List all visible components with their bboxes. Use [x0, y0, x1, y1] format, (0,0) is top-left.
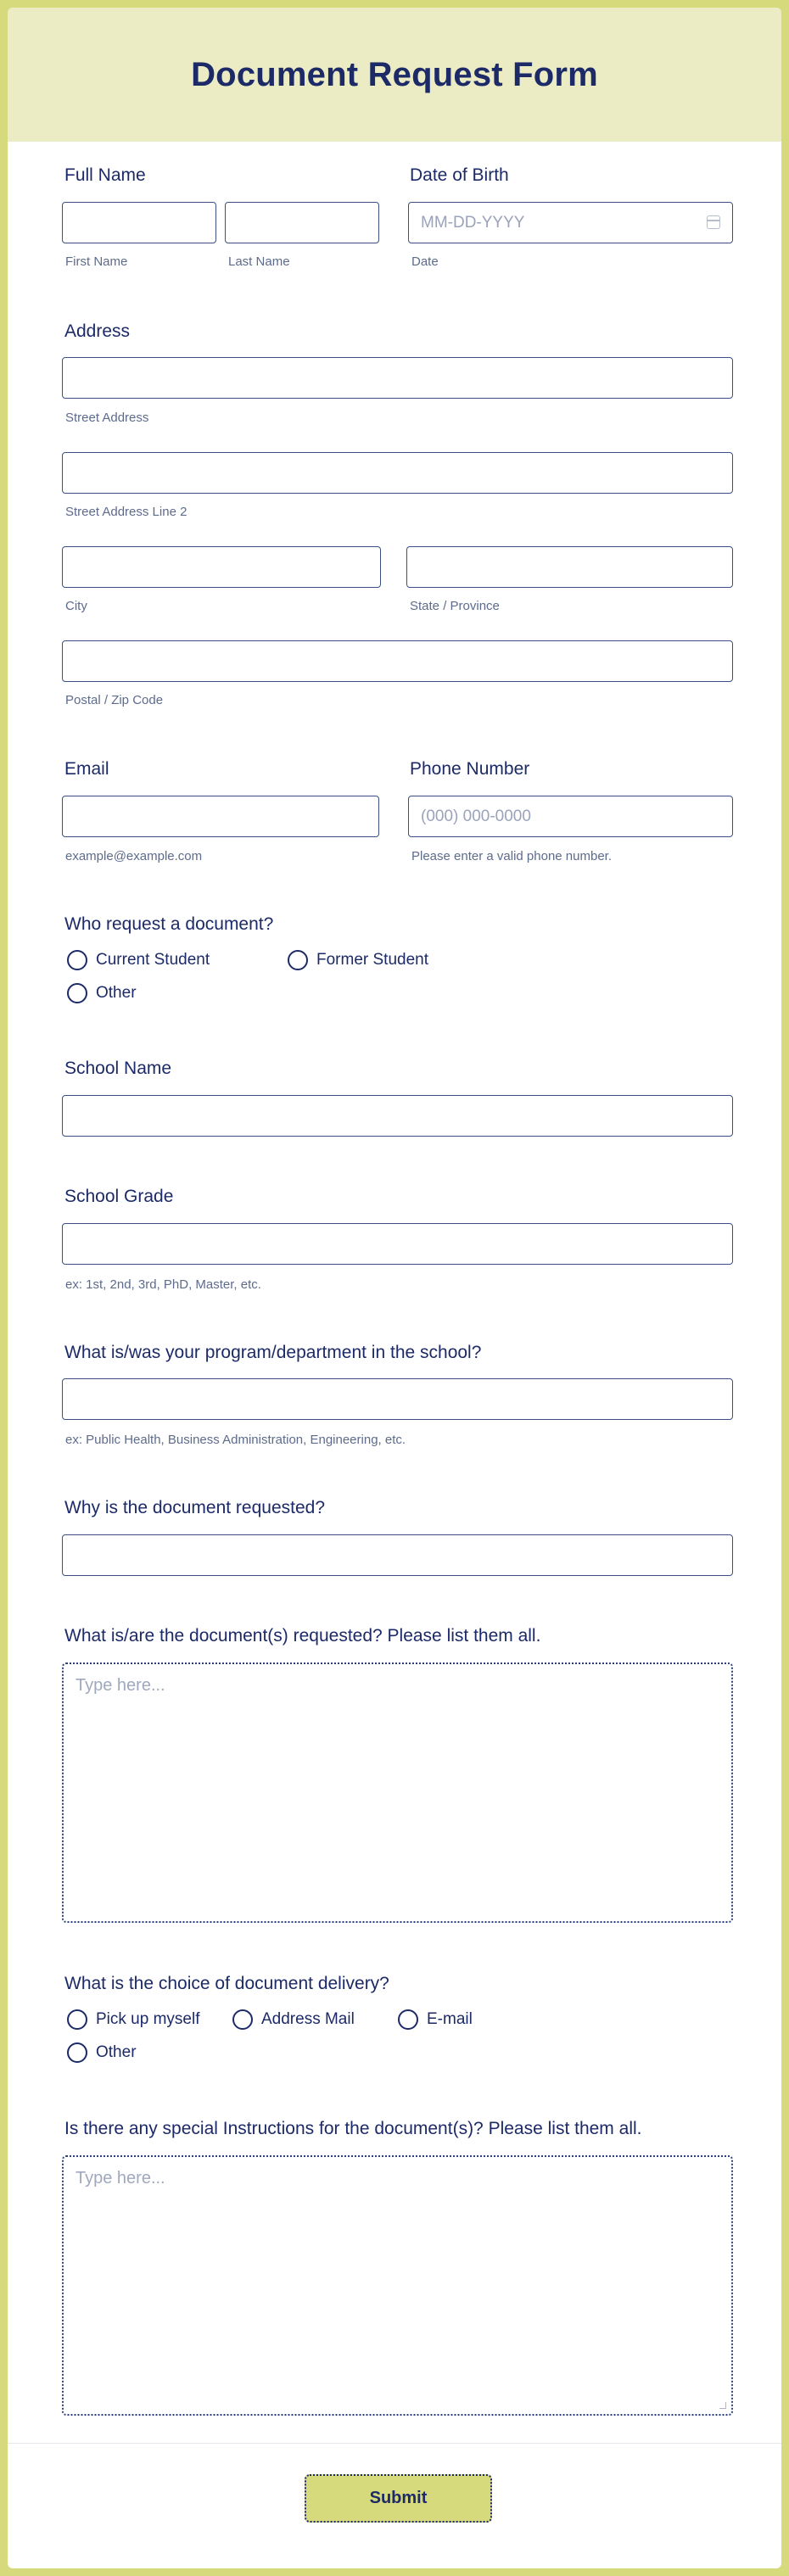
program-sublabel: ex: Public Health, Business Administration, Engineering, etc. [65, 1433, 406, 1447]
radio-current-student[interactable] [67, 950, 210, 970]
school-grade-label: School Grade [64, 1187, 174, 1206]
instructions-label: Is there any special Instructions for the document(s)? Please list them all. [64, 2119, 642, 2138]
footer-divider [8, 2443, 781, 2444]
radio-circle-icon[interactable] [67, 983, 87, 1003]
why-label: Why is the document requested? [64, 1498, 326, 1517]
first-name-input[interactable] [62, 202, 216, 243]
last-name-sublabel: Last Name [228, 254, 290, 269]
street-address-sublabel: Street Address [65, 411, 149, 425]
zip-sublabel: Postal / Zip Code [65, 693, 164, 707]
zip-input[interactable] [62, 640, 733, 682]
email-sublabel: example@example.com [65, 849, 203, 863]
page-title: Document Request Form [191, 55, 598, 93]
street-address-2-sublabel: Street Address Line 2 [65, 505, 187, 519]
radio-option-label: Address Mail [261, 2010, 355, 2028]
radio-circle-icon[interactable] [67, 2009, 87, 2030]
radio-circle-icon[interactable] [232, 2009, 253, 2030]
dob-placeholder: MM-DD-YYYY [421, 213, 525, 232]
documents-label: What is/are the document(s) requested? Please list them all. [64, 1626, 541, 1646]
state-sublabel: State / Province [410, 599, 500, 613]
program-label: What is/was your program/department in the school? [64, 1343, 482, 1362]
radio-requester-other[interactable] [67, 983, 137, 1003]
phone-input[interactable] [408, 796, 733, 837]
email-label: Email [64, 759, 109, 779]
school-name-input[interactable] [62, 1095, 733, 1137]
calendar-icon[interactable] [707, 215, 720, 229]
radio-pick-up[interactable] [67, 2009, 199, 2030]
radio-option-label: Other [96, 2043, 137, 2061]
radio-address-mail[interactable] [232, 2009, 355, 2030]
radio-circle-icon[interactable] [67, 2042, 87, 2063]
form-header [8, 8, 781, 142]
dob-input[interactable] [408, 202, 733, 243]
why-input[interactable] [62, 1534, 733, 1576]
radio-circle-icon[interactable] [398, 2009, 418, 2030]
phone-label: Phone Number [410, 759, 530, 779]
street-address-input[interactable] [62, 357, 733, 399]
requester-label: Who request a document? [64, 914, 274, 934]
first-name-sublabel: First Name [65, 254, 128, 269]
address-label: Address [64, 321, 131, 341]
email-input[interactable] [62, 796, 379, 837]
phone-sublabel: Please enter a valid phone number. [411, 849, 612, 863]
full-name-label: Full Name [64, 165, 146, 185]
resize-handle-icon[interactable] [719, 2402, 726, 2409]
state-input[interactable] [406, 546, 733, 588]
radio-circle-icon[interactable] [288, 950, 308, 970]
city-input[interactable] [62, 546, 381, 588]
city-sublabel: City [65, 599, 87, 613]
radio-circle-icon[interactable] [67, 950, 87, 970]
school-grade-input[interactable] [62, 1223, 733, 1265]
form-card [8, 8, 781, 2568]
program-input[interactable] [62, 1378, 733, 1420]
street-address-2-input[interactable] [62, 452, 733, 494]
school-grade-sublabel: ex: 1st, 2nd, 3rd, PhD, Master, etc. [65, 1277, 261, 1292]
school-name-label: School Name [64, 1059, 172, 1078]
radio-former-student[interactable] [288, 950, 428, 970]
submit-button[interactable]: Submit [305, 2474, 492, 2523]
instructions-textarea[interactable] [62, 2155, 733, 2416]
radio-email[interactable] [398, 2009, 473, 2030]
radio-delivery-other[interactable] [67, 2042, 137, 2063]
documents-textarea[interactable] [62, 1662, 733, 1923]
documents-placeholder: Type here... [76, 1676, 165, 1695]
dob-sublabel: Date [411, 254, 439, 269]
delivery-label: What is the choice of document delivery? [64, 1974, 389, 1993]
radio-option-label: Other [96, 984, 137, 1002]
instructions-placeholder: Type here... [76, 2169, 165, 2188]
radio-option-label: E-mail [427, 2010, 473, 2028]
phone-placeholder: (000) 000-0000 [421, 807, 531, 825]
radio-option-label: Pick up myself [96, 2010, 200, 2028]
radio-option-label: Current Student [96, 951, 210, 969]
radio-option-label: Former Student [316, 951, 428, 969]
last-name-input[interactable] [225, 202, 379, 243]
dob-label: Date of Birth [410, 165, 509, 185]
